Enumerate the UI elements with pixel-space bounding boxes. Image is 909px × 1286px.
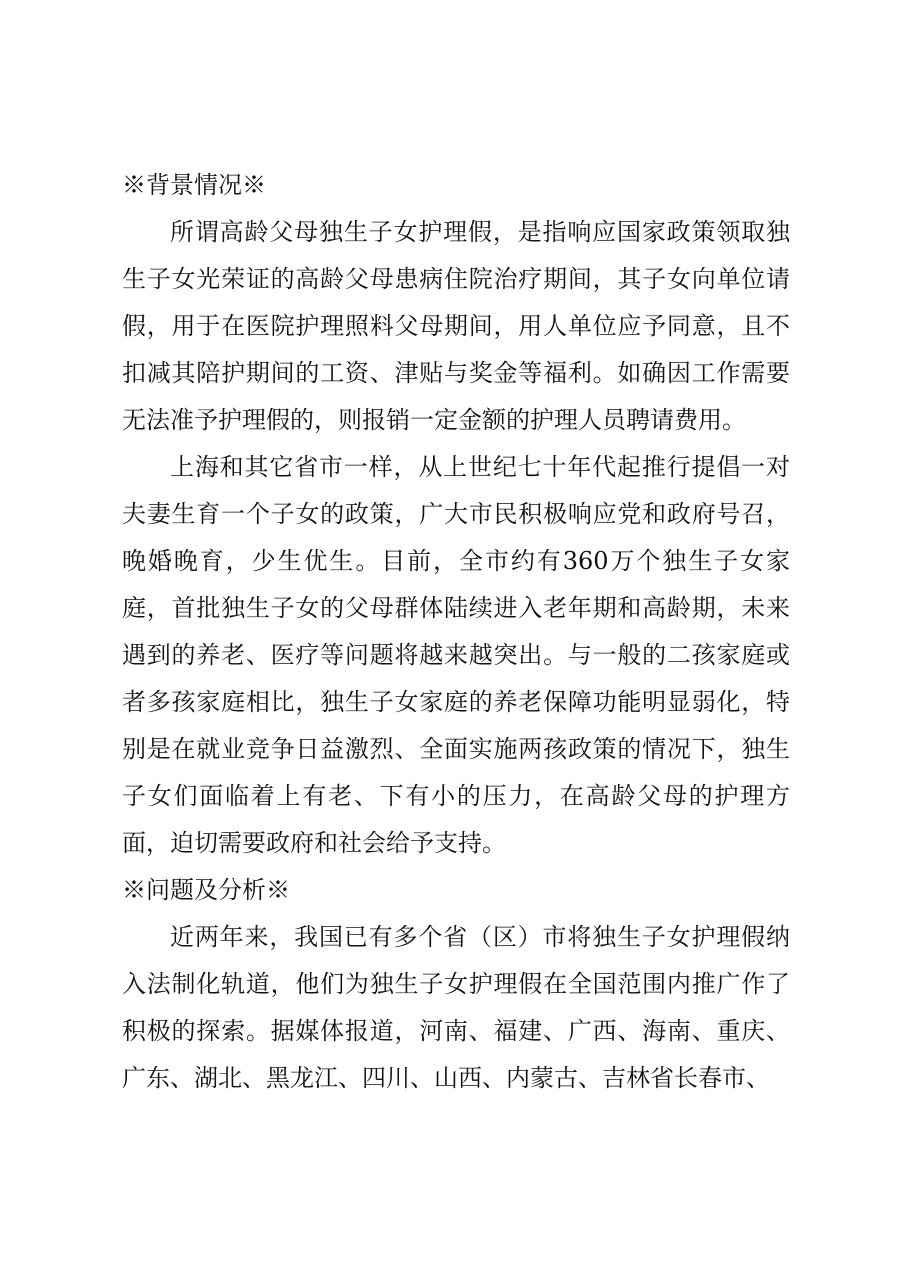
section-problems-analysis xyxy=(122,867,790,1102)
paragraph: 上海和其它省市一样，从上世纪七十年代起推行提倡一对夫妻生育一个子女的政策，广大市民积极响应党和政府号召，晚婚晚育，少生优生。目前，全市约有360万个独生子女家庭，首批独生子女的父母群体陆续进入老年期和高龄期，未来遇到的养老、医疗等问题将越来越突出。与一般的二孩家庭或者多孩家庭相比，独生子女家庭的养老保障功能明显弱化，特别是在就业竞争日益激烈、全面实施两孩政策的情况下，独生子女们面临着上有老、下有小的压力，在高龄父母的护理方面，迫切需要政府和社会给予支持。 xyxy=(122,453,790,857)
section-background xyxy=(122,162,790,867)
section-heading-background: ※背景情况※ xyxy=(122,171,266,199)
document-body xyxy=(122,162,790,1102)
paragraph: 近两年来，我国已有多个省（区）市将独生子女护理假纳入法制化轨道，他们为独生子女护理假在全国范围内推广作了积极的探索。据媒体报道，河南、福建、广西、海南、重庆、广东、湖北、黑龙江、四川、山西、内蒙古、吉林省长春市、 xyxy=(122,923,790,1092)
paragraph: 所谓高龄父母独生子女护理假，是指响应国家政策领取独生子女光荣证的高龄父母患病住院治疗期间，其子女向单位请假，用于在医院护理照料父母期间，用人单位应予同意，且不扣减其陪护期间的工资、津贴与奖金等福利。如确因工作需要无法准予护理假的，则报销一定金额的护理人员聘请费用。 xyxy=(122,218,790,434)
section-heading-problems-analysis: ※问题及分析※ xyxy=(122,876,290,904)
